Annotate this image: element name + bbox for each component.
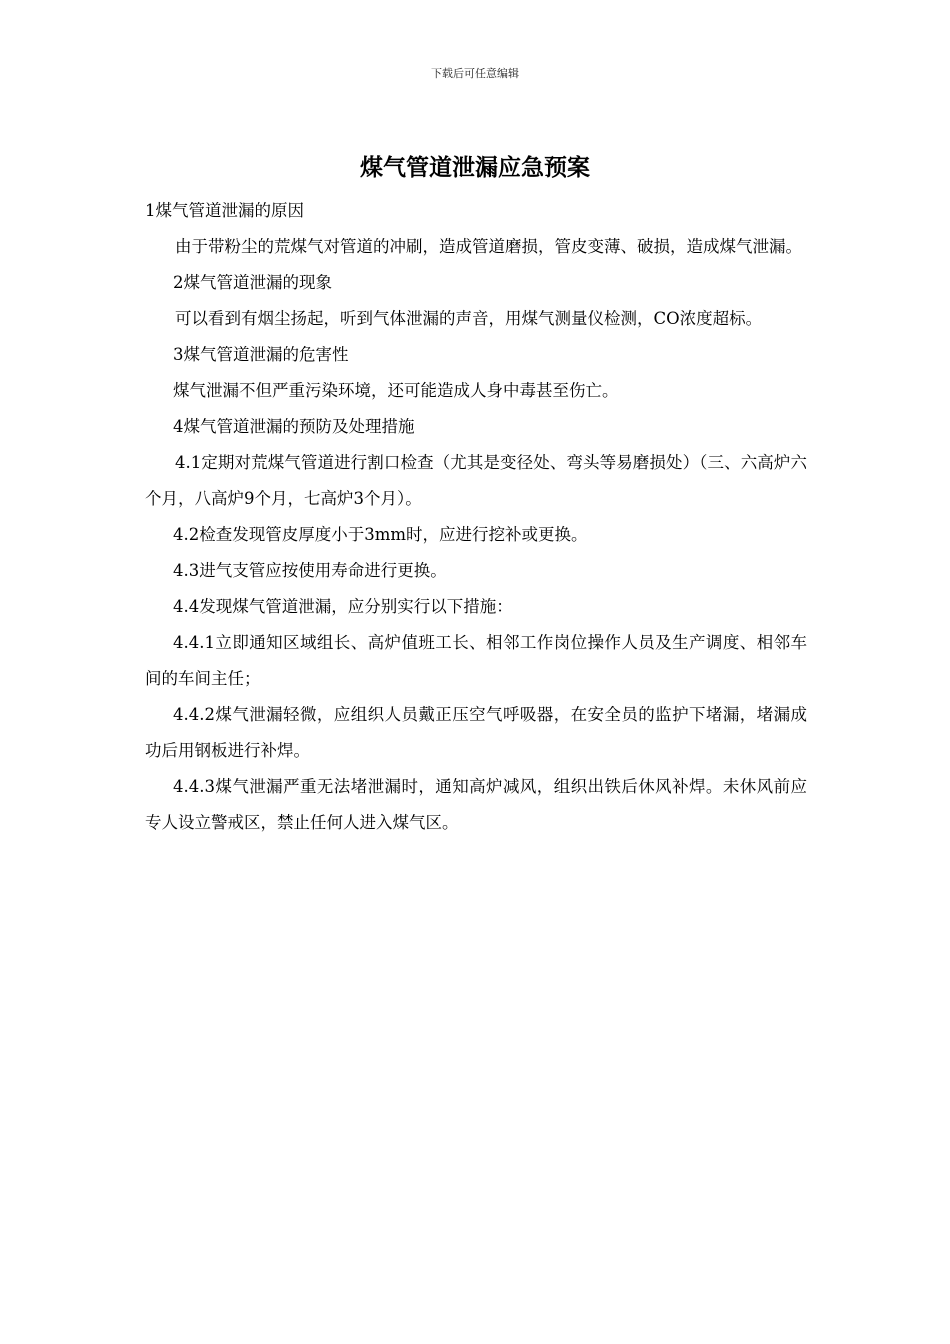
paragraph-4-4-1: 4.4.1立即通知区域组长、高炉值班工长、相邻工作岗位操作人员及生产调度、相邻车间的车间主任； (145, 633, 807, 688)
paragraph-4-4-2: 4.4.2煤气泄漏轻微，应组织人员戴正压空气呼吸器，在安全员的监护下堵漏，堵漏成功后用钢板进行补焊。 (145, 705, 807, 760)
paragraph-4-2: 4.2检查发现管皮厚度小于3mm时，应进行挖补或更换。 (173, 525, 588, 544)
paragraph-4-4-3: 4.4.3煤气泄漏严重无法堵泄漏时，通知高炉减风，组织出铁后休风补焊。未休风前应专人设立警戒区，禁止任何人进入煤气区。 (145, 777, 807, 832)
header-note: 下载后可任意编辑 (431, 67, 519, 80)
section-heading-4: 4煤气管道泄漏的预防及处理措施 (173, 417, 415, 436)
document-title: 煤气管道泄漏应急预案 (360, 155, 590, 181)
paragraph-4-3: 4.3进气支管应按使用寿命进行更换。 (173, 561, 447, 580)
section-heading-2: 2煤气管道泄漏的现象 (173, 273, 332, 292)
paragraph-phenomenon: 可以看到有烟尘扬起，听到气体泄漏的声音，用煤气测量仪检测，CO浓度超标。 (175, 309, 763, 328)
paragraph-hazard: 煤气泄漏不但严重污染环境，还可能造成人身中毒甚至伤亡。 (173, 381, 619, 400)
section-heading-1: 1煤气管道泄漏的原因 (145, 201, 304, 220)
paragraph-4-1: 4.1定期对荒煤气管道进行割口检查（尤其是变径处、弯头等易磨损处）（三、六高炉六个月，八高炉9个月，七高炉3个月）。 (145, 453, 807, 508)
paragraph-4-4: 4.4发现煤气管道泄漏，应分别实行以下措施： (173, 597, 513, 616)
paragraph-cause: 由于带粉尘的荒煤气对管道的冲刷，造成管道磨损，管皮变薄、破损，造成煤气泄漏。 (175, 237, 802, 256)
section-heading-3: 3煤气管道泄漏的危害性 (173, 345, 349, 364)
document-body (145, 193, 807, 841)
